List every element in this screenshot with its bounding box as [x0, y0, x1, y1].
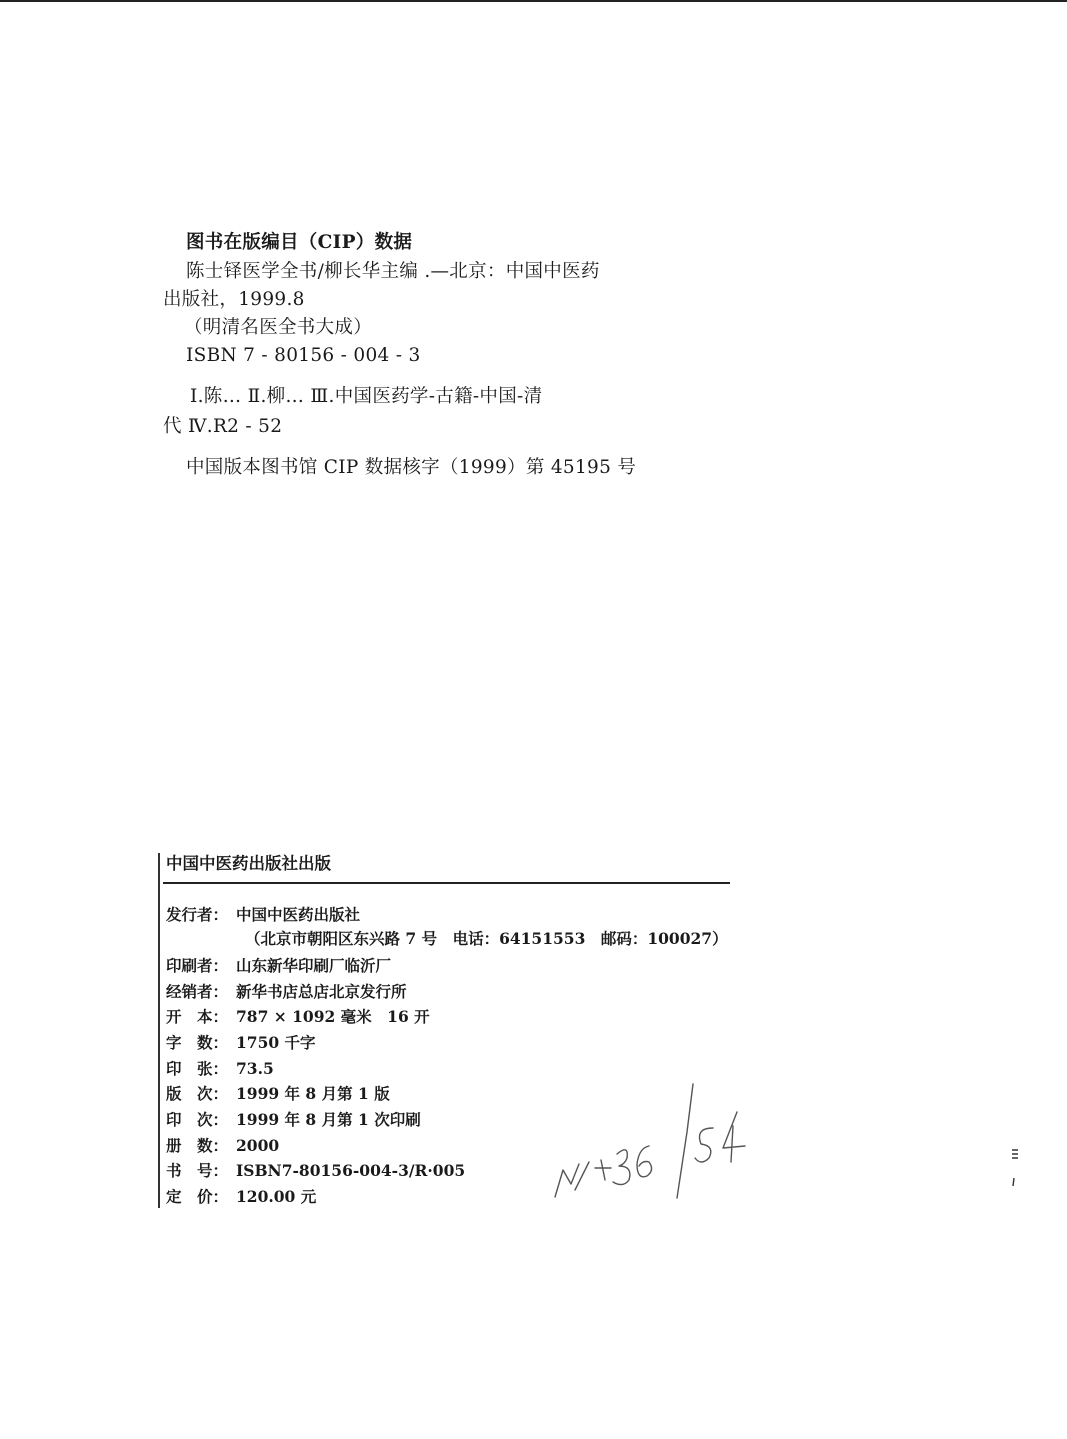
imprint-left-bar	[158, 853, 160, 1208]
imprint-divider	[163, 882, 730, 884]
top-border-line	[0, 0, 1067, 2]
imprint-row	[166, 1007, 430, 1027]
imprint-value: 1750 千字	[236, 1033, 316, 1052]
cip-subjects-line2: 代 Ⅳ.R2 - 52	[163, 416, 283, 437]
imprint-row	[166, 956, 391, 976]
cip-catalog-number: 中国版本图书馆 CIP 数据核字（1999）第 45195 号	[186, 457, 637, 478]
imprint-row	[166, 982, 407, 1002]
imprint-row	[166, 905, 360, 925]
handwritten-annotation	[545, 1072, 760, 1207]
imprint-label: 定 价：	[166, 1187, 229, 1206]
imprint-label: 印 次：	[166, 1110, 229, 1129]
cip-series: （明清名医全书大成）	[184, 317, 373, 338]
imprint-label: 印 张：	[166, 1059, 229, 1078]
imprint-value: 120.00 元	[236, 1187, 317, 1206]
imprint-row	[166, 1136, 279, 1156]
imprint-label: 开 本：	[166, 1007, 229, 1026]
imprint-row	[166, 1033, 316, 1053]
imprint-row	[166, 1161, 465, 1181]
imprint-label: 册 数：	[166, 1136, 229, 1155]
imprint-value: 新华书店总店北京发行所	[236, 982, 407, 1001]
imprint-label: 经销者：	[166, 982, 229, 1001]
imprint-value: 1999 年 8 月第 1 次印刷	[236, 1110, 421, 1129]
cip-isbn: ISBN 7 - 80156 - 004 - 3	[186, 345, 421, 366]
margin-scan-specks	[1008, 1138, 1022, 1188]
imprint-label: 字 数：	[166, 1033, 229, 1052]
imprint-label: 印刷者：	[166, 956, 229, 975]
imprint-row	[166, 1059, 274, 1079]
cip-subjects-line1: Ⅰ.陈… Ⅱ.柳… Ⅲ.中国医药学-古籍-中国-清	[190, 386, 543, 407]
imprint-row	[166, 1110, 421, 1130]
imprint-value: 山东新华印刷厂临沂厂	[236, 956, 392, 975]
imprint-label: 书 号：	[166, 1161, 229, 1180]
cip-publisher-line: 出版社，1999.8	[163, 289, 305, 310]
imprint-value: 73.5	[236, 1059, 274, 1078]
imprint-address: （北京市朝阳区东兴路 7 号 电话：64151553 邮码：100027）	[245, 929, 728, 948]
cip-heading: 图书在版编目（CIP）数据	[186, 232, 413, 253]
imprint-value: 787 × 1092 毫米 16 开	[236, 1007, 430, 1026]
imprint-value: ISBN7-80156-004-3/R·005	[236, 1161, 466, 1180]
cip-title-line: 陈士铎医学全书/柳长华主编 .—北京：中国中医药	[186, 261, 600, 282]
imprint-value: 中国中医药出版社	[236, 905, 361, 924]
imprint-label: 版 次：	[166, 1084, 229, 1103]
imprint-row	[166, 1187, 316, 1207]
imprint-value: 1999 年 8 月第 1 版	[236, 1084, 390, 1103]
imprint-label: 发行者：	[166, 905, 229, 924]
imprint-publisher: 中国中医药出版社出版	[166, 854, 331, 873]
imprint-value: 2000	[236, 1136, 280, 1155]
imprint-row	[166, 1084, 390, 1104]
